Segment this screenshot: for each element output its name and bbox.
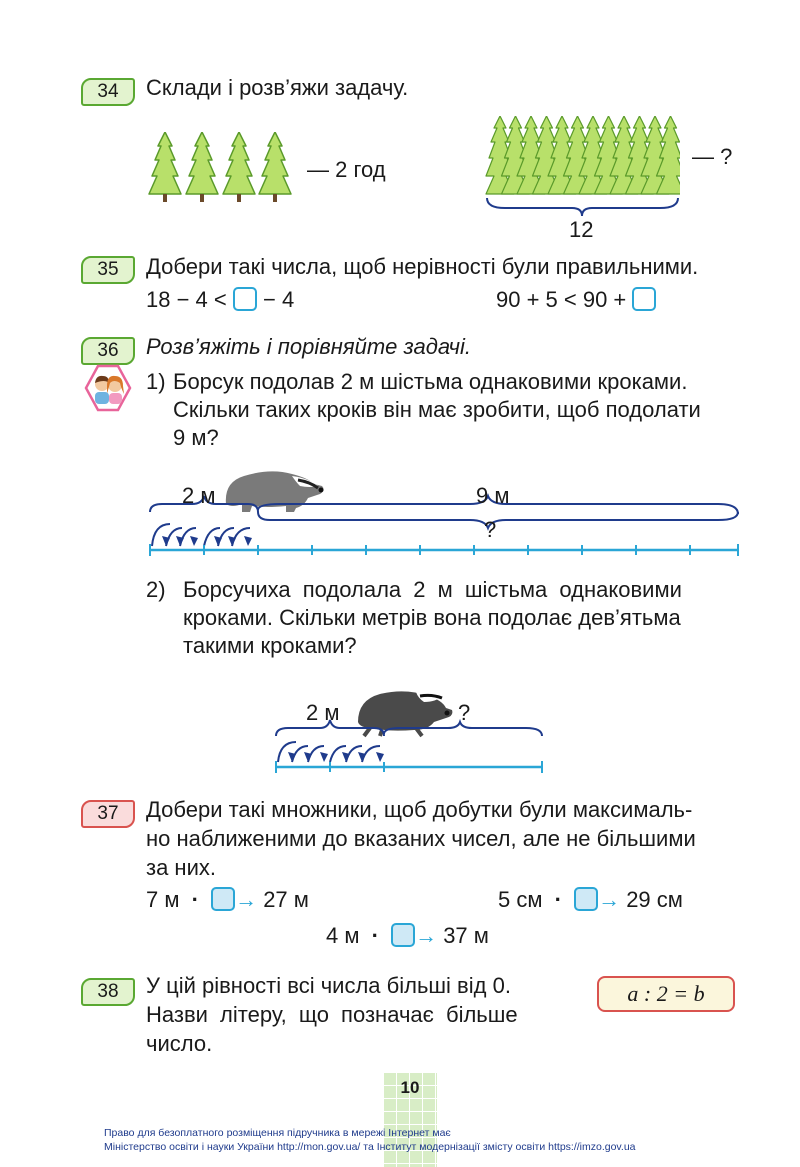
- answer-box[interactable]: [233, 287, 257, 311]
- expression-3: [326, 920, 489, 951]
- task-37-line-1: Добери такі множники, щоб добутки були максималь-: [146, 797, 693, 822]
- equation-box: [597, 976, 735, 1012]
- inequality-1-right: − 4: [263, 287, 295, 312]
- factor-label: 5 см: [498, 887, 543, 912]
- answer-box[interactable]: [632, 287, 656, 311]
- task-37-badge: 37: [81, 800, 135, 828]
- task-34-text: Склади і розв’яжи задачу.: [146, 75, 409, 100]
- page-number: 10: [400, 1078, 420, 1097]
- arrow-icon: →: [598, 887, 621, 912]
- problem-1-line-1: Борсук подолав 2 м шістьма однаковими кроками.: [173, 369, 688, 394]
- footer-line-1: Право для безоплатного розміщення підручника в мережі Інтернет має: [104, 1127, 451, 1139]
- problem-1-line-2: Скільки таких кроків він має зробити, щоб подолати: [173, 397, 701, 422]
- badger-icon: [226, 471, 324, 512]
- inequality-1: [146, 284, 294, 315]
- tree-icon: [223, 132, 255, 202]
- inequality-2: [496, 284, 656, 315]
- diagram-2-label-2m: 2 м: [306, 700, 340, 725]
- trees-small-group: [148, 132, 293, 204]
- target-value: 37 м: [443, 923, 489, 948]
- left-time-label: — 2 год: [307, 157, 386, 182]
- brace-label: 12: [569, 217, 594, 242]
- expression-1: [146, 884, 309, 915]
- answer-box[interactable]: [574, 887, 598, 911]
- task-35-text: Добери такі числа, щоб нерівності були правильними.: [146, 254, 699, 279]
- problem-2-line-1: Борсучиха подолала 2 м шістьма однаковими: [183, 577, 682, 602]
- problem-2-line-3: такими кроками?: [183, 633, 357, 658]
- diagram-2-question: ?: [458, 700, 471, 725]
- arrow-icon: →: [415, 923, 438, 948]
- target-value: 27 м: [263, 887, 309, 912]
- right-time-label: — ?: [692, 144, 733, 169]
- multiply-sign: ·: [191, 887, 199, 912]
- tree-icon: [149, 132, 181, 202]
- multiply-sign: ·: [371, 923, 379, 948]
- forest-group: [485, 116, 680, 204]
- inequality-2-left: 90 + 5 < 90 +: [496, 287, 627, 312]
- diagram-1: [140, 460, 750, 560]
- factor-label: 4 м: [326, 923, 360, 948]
- task-38-line-1: У цій рівності всі числа більші від 0.: [146, 973, 511, 998]
- task-37-line-2: но наближеними до вказаних чисел, але не більшими: [146, 826, 696, 851]
- children-icon: [84, 364, 132, 412]
- expression-2: [498, 884, 683, 915]
- badger-icon: [358, 691, 452, 736]
- equation-text: a : 2 = b: [627, 981, 705, 1006]
- answer-box[interactable]: [391, 923, 415, 947]
- footer-line-2: Міністерство освіти і науки України http://mon.gov.ua/ та Інститут модернізації змісту освіти https://imzo.gov.ua: [104, 1141, 636, 1153]
- multiply-sign: ·: [554, 887, 562, 912]
- tree-icon: [186, 132, 218, 202]
- target-value: 29 см: [626, 887, 683, 912]
- task-35-badge: 35: [81, 256, 135, 284]
- task-36-badge: 36: [81, 337, 135, 365]
- answer-box[interactable]: [211, 887, 235, 911]
- diagram-1-question: ?: [484, 517, 497, 542]
- task-38-badge: 38: [81, 978, 135, 1006]
- task-38-line-2: Назви літеру, що позначає більше: [146, 1002, 518, 1027]
- task-34-badge: 34: [81, 78, 135, 106]
- factor-label: 7 м: [146, 887, 180, 912]
- arrow-icon: →: [235, 887, 258, 912]
- diagram-1-label-9m: 9 м: [476, 483, 510, 508]
- diagram-1-label-2m: 2 м: [182, 483, 216, 508]
- task-38-line-3: число.: [146, 1031, 213, 1056]
- problem-1-number: 1): [146, 369, 166, 394]
- problem-1-line-3: 9 м?: [173, 425, 219, 450]
- inequality-1-left: 18 − 4 <: [146, 287, 227, 312]
- task-36-text: Розв’яжіть і порівняйте задачі.: [146, 334, 472, 359]
- problem-2-line-2: кроками. Скільки метрів вона подолає дев’ятьма: [183, 605, 681, 630]
- tree-icon: [259, 132, 291, 202]
- task-37-line-3: за них.: [146, 855, 216, 880]
- problem-2-number: 2): [146, 577, 166, 602]
